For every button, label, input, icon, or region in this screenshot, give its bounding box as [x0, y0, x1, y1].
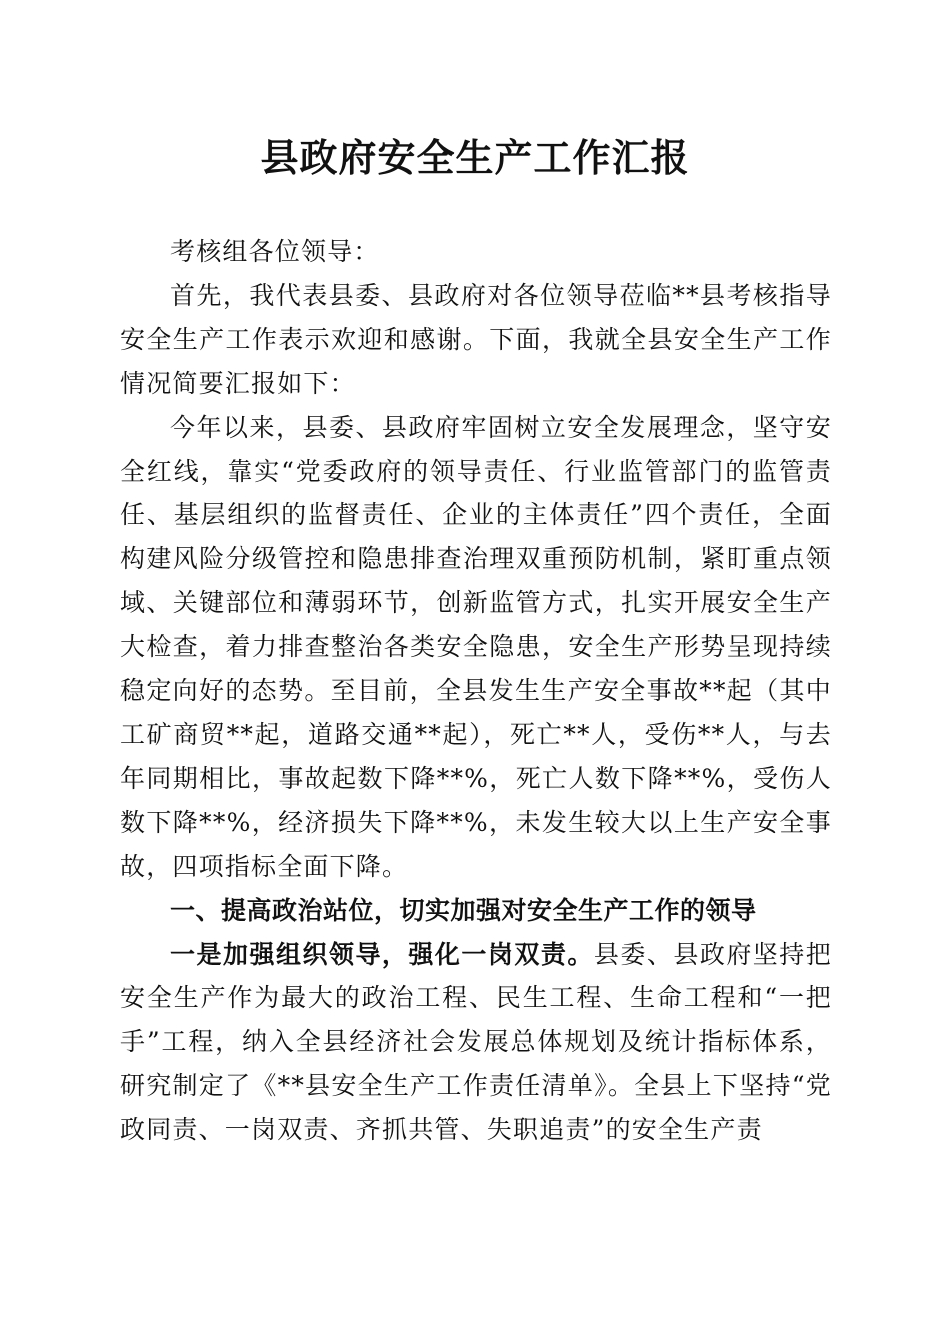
section-lead: 一是加强组织领导，强化一岗双责。: [170, 939, 594, 969]
document-title: 县政府安全生产工作汇报: [260, 135, 690, 180]
intro-paragraph: 首先，我代表县委、县政府对各位领导莅临**县考核指导安全生产工作表示欢迎和感谢。下面，我就全县安全生产工作情况简要汇报如下：: [120, 280, 832, 398]
section-paragraph: [120, 933, 832, 1153]
section-text: 县委、县政府坚持把安全生产作为最大的政治工程、民生工程、生命工程和“一把手”工程，纳入全县经济社会发展总体规划及统计指标体系，研究制定了《**县安全生产工作责任清单》。全县上下坚持“党政同责、一岗双责、齐抓共管、失职追责”的安全生产责: [120, 939, 832, 1145]
overview-paragraph: 今年以来，县委、县政府牢固树立安全发展理念，坚守安全红线，靠实“党委政府的领导责任、行业监管部门的监管责任、基层组织的监督责任、企业的主体责任”四个责任，全面构建风险分级管控和隐患排查治理双重预防机制，紧盯重点领域、关键部位和薄弱环节，创新监管方式，扎实开展安全生产大检查，着力排查整治各类安全隐患，安全生产形势呈现持续稳定向好的态势。至目前，全县发生生产安全事故**起（其中工矿商贸**起，道路交通**起），死亡**人，受伤**人，与去年同期相比，事故起数下降**%，死亡人数下降**%，受伤人数下降**%，经济损失下降**%，未发生较大以上生产安全事故，四项指标全面下降。: [120, 412, 832, 881]
section-heading: 一、提高政治站位，切实加强对安全生产工作的领导: [170, 895, 757, 925]
document-body: [120, 230, 832, 1152]
salutation: 考核组各位领导：: [170, 237, 380, 266]
